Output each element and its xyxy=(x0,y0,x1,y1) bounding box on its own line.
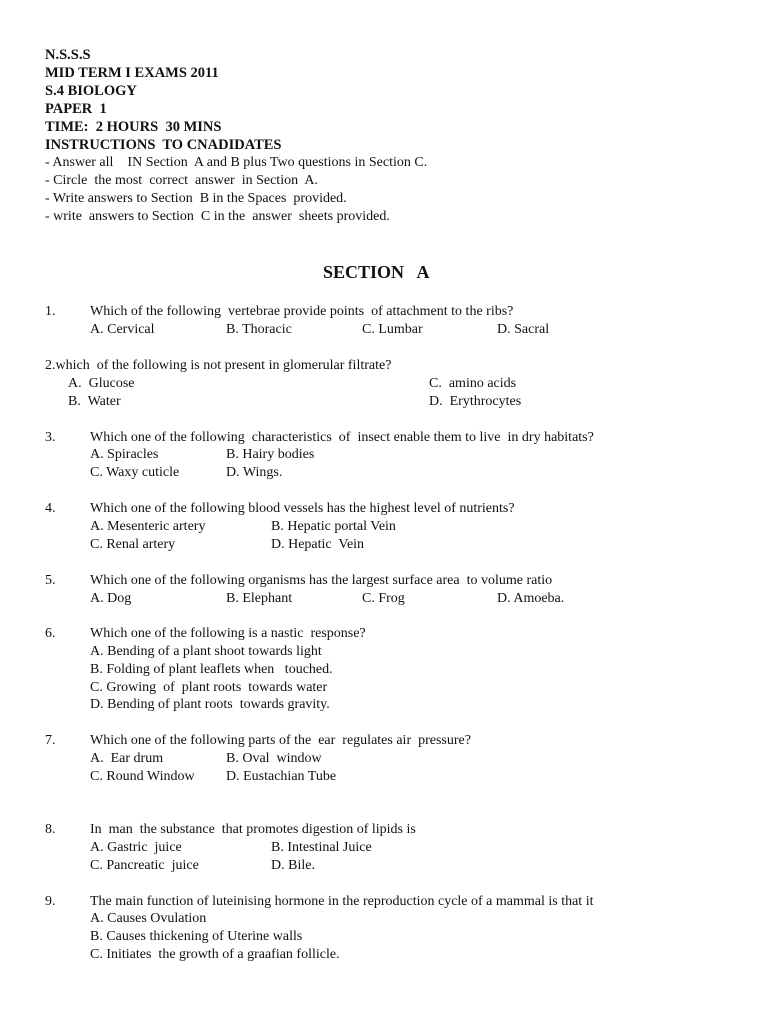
question-number: 5. xyxy=(45,573,56,588)
option: B. Water xyxy=(68,394,121,409)
option: D. Amoeba. xyxy=(497,591,565,606)
question-text: Which one of the following is a nastic response? xyxy=(90,626,366,641)
option: C. Round Window xyxy=(90,769,195,784)
option: C. Waxy cuticle xyxy=(90,465,180,480)
option: A. Mesenteric artery xyxy=(90,519,206,534)
option: D. Wings. xyxy=(226,465,283,480)
option: B. Hairy bodies xyxy=(226,447,315,462)
question-text: Which one of the following characteristics of insect enable them to live in dry habitats? xyxy=(90,430,594,445)
option: B. Oval window xyxy=(226,751,322,766)
option: A. Causes Ovulation xyxy=(90,911,207,926)
option: B. Thoracic xyxy=(226,322,292,337)
option: C. Growing of plant roots towards water xyxy=(90,680,328,695)
question-number: 1. xyxy=(45,304,56,319)
option: A. Dog xyxy=(90,591,132,606)
question-text: In man the substance that promotes digestion of lipids is xyxy=(90,822,416,837)
question-number: 6. xyxy=(45,626,56,641)
instructions-title: INSTRUCTIONS TO CNADIDATES xyxy=(45,137,282,153)
option: B. Intestinal Juice xyxy=(271,840,372,855)
option: A. Bending of a plant shoot towards light xyxy=(90,644,322,659)
time: TIME: 2 HOURS 30 MINS xyxy=(45,119,222,135)
option: B. Elephant xyxy=(226,591,293,606)
option: D. Erythrocytes xyxy=(429,394,522,409)
question-number: 7. xyxy=(45,733,56,748)
instruction-line: - write answers to Section C in the answer sheets provided. xyxy=(45,209,390,224)
option: C. Pancreatic juice xyxy=(90,858,199,873)
school-name: N.S.S.S xyxy=(45,47,91,63)
option: C. Initiates the growth of a graafian follicle. xyxy=(90,947,340,962)
option: D. Eustachian Tube xyxy=(226,769,337,784)
question-text: The main function of luteinising hormone in the reproduction cycle of a mammal is that it xyxy=(90,894,594,909)
option: D. Bending of plant roots towards gravity. xyxy=(90,697,330,712)
paper: PAPER 1 xyxy=(45,101,107,117)
option: C. Frog xyxy=(362,591,405,606)
instruction-line: - Answer all IN Section A and B plus Two questions in Section C. xyxy=(45,155,428,170)
option: A. Ear drum xyxy=(90,751,164,766)
question-text: Which one of the following parts of the ear regulates air pressure? xyxy=(90,733,471,748)
subject: S.4 BIOLOGY xyxy=(45,83,137,99)
instruction-line: - Circle the most correct answer in Section A. xyxy=(45,173,318,188)
option: C. Lumbar xyxy=(362,322,423,337)
option: B. Folding of plant leaflets when touched. xyxy=(90,662,333,677)
option: A. Cervical xyxy=(90,322,155,337)
section-title: SECTION A xyxy=(323,262,430,282)
option: D. Hepatic Vein xyxy=(271,537,365,552)
exam-title: MID TERM I EXAMS 2011 xyxy=(45,65,219,81)
question-text: Which one of the following organisms has the largest surface area to volume ratio xyxy=(90,573,553,588)
option: A. Spiracles xyxy=(90,447,159,462)
option: D. Bile. xyxy=(271,858,315,873)
question-number: 8. xyxy=(45,822,56,837)
option: A. Glucose xyxy=(68,376,135,391)
option: A. Gastric juice xyxy=(90,840,182,855)
question-text: Which one of the following blood vessels has the highest level of nutrients? xyxy=(90,501,515,516)
option: B. Hepatic portal Vein xyxy=(271,519,396,534)
question-text: Which of the following vertebrae provide points of attachment to the ribs? xyxy=(90,304,514,319)
option: D. Sacral xyxy=(497,322,550,337)
question-number: 4. xyxy=(45,501,56,516)
question-number: 3. xyxy=(45,430,56,445)
question-number: 9. xyxy=(45,894,56,909)
option: B. Causes thickening of Uterine walls xyxy=(90,929,303,944)
question-text: 2.which of the following is not present in glomerular filtrate? xyxy=(45,358,392,373)
option: C. amino acids xyxy=(429,376,517,391)
option: C. Renal artery xyxy=(90,537,176,552)
instruction-line: - Write answers to Section B in the Spaces provided. xyxy=(45,191,347,206)
